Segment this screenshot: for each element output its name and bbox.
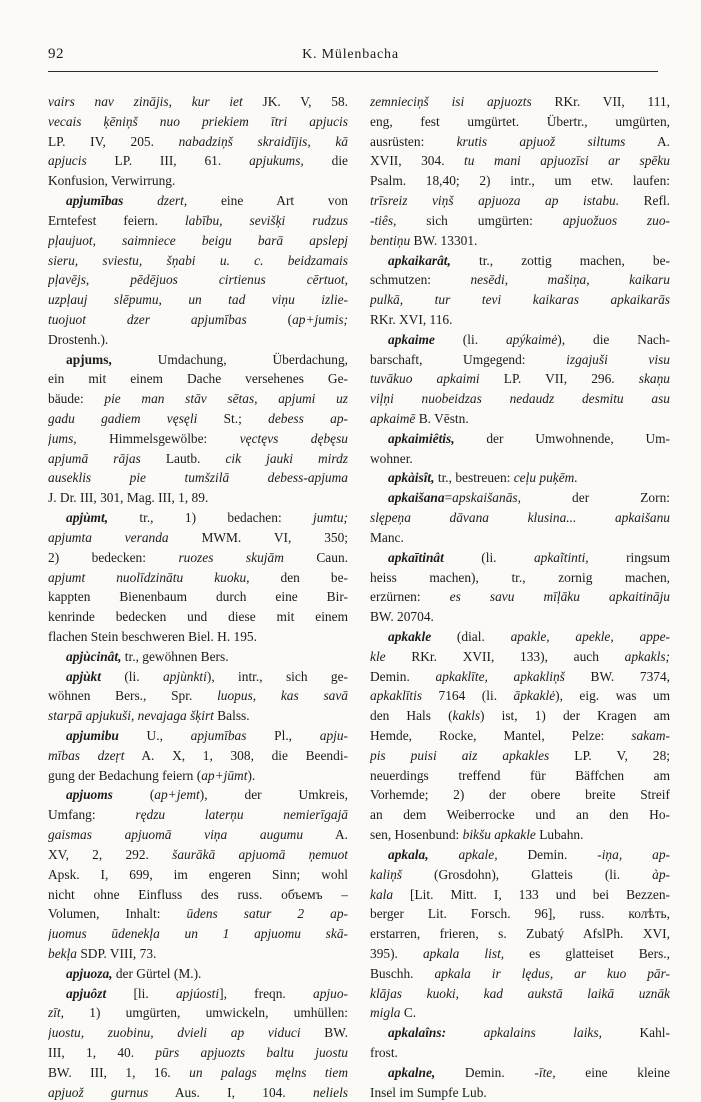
text-line: pis puisi aiz apkakles LP. V, 28; (370, 747, 670, 763)
text-line: apjumības dzert, eine Art von (66, 193, 348, 209)
running-title: K. Mülenbacha (302, 47, 399, 62)
text-line: apkaimē B. Vēstn. (370, 411, 469, 426)
text-line: migla C. (370, 1005, 417, 1021)
text-line: apjumā rājas Lautb. cik jauki mirdz (48, 450, 348, 466)
text-line: III, 1, 40. pūrs apjuozts baltu juostu (48, 1045, 348, 1060)
text-line: LP. IV, 205. nabadziņš skraidījis, kā (48, 133, 348, 149)
text-line: pļaujuot, saimniece beigu barā apslepj (48, 232, 348, 248)
text-line: zemnieciņš isi apjuozts RKr. VII, 111, (370, 94, 670, 109)
text-line: apkakle (dial. apakle, apekle, appe- (388, 628, 670, 644)
text-line: apjuôzt [li. apjúosti], freqn. apjuo- (66, 985, 348, 1001)
text-line: Apsk. I, 699, im engeren Sinn; wohl (48, 866, 348, 882)
text-line: apjumibu U., apjumības Pl., apju- (66, 728, 348, 743)
text-line: eng, fest umgürtet. Übertr., umgürten, (370, 113, 670, 129)
text-line: an dem Weiberrocke und an den Ho- (370, 807, 670, 823)
text-line: juostu, zuobinu, dvieli ap viduci BW. (48, 1025, 348, 1041)
text-line: 2) bedecken: ruozes skujām Caun. (48, 549, 348, 565)
text-line: wöhnen Bers., Spr. luopus, kas savā (48, 688, 348, 704)
text-line: Insel im Sumpfe Lub. (370, 1084, 487, 1100)
text-line: berger Lit. Forsch. 96], russ. колѣть, (370, 906, 670, 922)
text-line: vairs nav zinājis, kur iet JK. V, 58. (48, 94, 348, 109)
text-line: apkalne, Demin. -īte, eine kleine (388, 1064, 670, 1080)
text-line: bentiņu BW. 13301. (370, 232, 478, 248)
text-line: gadu gadiem vęsęli St.; debess ap- (48, 411, 348, 426)
text-line: BW. III, 1, 16. un palags męlns tiem (48, 1064, 348, 1080)
text-line: vecais ķēniņš nuo priekiem ītri apjucis (48, 113, 348, 129)
text-line: den Hals (kakls) ist, 1) der Kragen am (370, 708, 670, 724)
text-line: apkaimiêtis, der Umwohnende, Um- (388, 430, 670, 446)
text-line: kenrinde bedecken und diese mit einem (48, 609, 348, 625)
text-line: apjuož gurnus Aus. I, 104. neliels (48, 1084, 348, 1100)
text-line: apjuoms (ap+jemt), der Umkreis, (66, 787, 348, 803)
text-line: starpā apjukuši, nevajaga šķirt Balss. (48, 708, 250, 724)
text-line: sen, Hosenbund: bikšu apkakle Lubahn. (370, 827, 584, 843)
text-line: XV, 2, 292. šaurākā apjuomā ņemuot (48, 846, 348, 862)
text-line: kle RKr. XVII, 133), auch apkakls; (370, 648, 670, 664)
text-line: apkaišana=apskaišanās, der Zorn: (388, 490, 670, 506)
text-line: Psalm. 18,40; 2) intr., um etw. laufen: (370, 173, 670, 189)
text-line: apjums, Umdachung, Überdachung, (66, 351, 348, 367)
text-line: apjumta veranda MWM. VI, 350; (48, 529, 348, 545)
text-line: apkaklītis 7164 (li. āpkaklė), eig. was um (370, 688, 670, 704)
text-line: BW. 20704. (370, 609, 434, 625)
text-line: erzürnen: es savu mīļāku apkaitināju (370, 589, 670, 605)
text-line: apkaītinât (li. apkaĩtinti, ringsum (388, 549, 670, 565)
text-line: juomus ūdenekļa un 1 apjuomu skā- (48, 926, 348, 942)
text-line: Vorhemde; 2) der obere breite Streif (370, 787, 670, 803)
text-line: erstarren, frieren, s. Zubatý AfslPh. XVI, (370, 926, 670, 942)
text-line: pļavējs, pēdējuos cirtienus cērtuot, (48, 272, 348, 288)
text-line: apjumt nuolīdzinātu kuoku, den be- (48, 569, 348, 585)
text-line: auseklis pie tumšzilā debess-apjuma (48, 470, 348, 486)
text-line: apjucis LP. III, 61. apjukums, die (48, 153, 348, 169)
text-line: Buschh. apkala ir lędus, ar kuo pār- (370, 965, 670, 981)
text-line: apkàisît, tr., bestreuen: ceļu puķēm. (388, 470, 578, 486)
text-line: -tiês, sich umgürten: apjuožuos zuo- (370, 212, 670, 228)
page-number: 92 (48, 46, 64, 62)
text-line: neuerdings treffend für Bäffchen am (370, 767, 670, 783)
text-line: gung der Bedachung feiern (ap+jūmt). (48, 767, 256, 783)
text-line: trīsreiz viņš apjuoza ap istabu. Refl. (370, 193, 670, 209)
text-line: mības dzeŗt A. X, 1, 308, die Beendi- (48, 747, 348, 763)
text-line: apjuoza, der Gürtel (M.). (66, 965, 202, 981)
text-line: apjùkt (li. apjùnkti), intr., sich ge- (66, 668, 348, 684)
text-line: 395). apkala list, es glatteiset Bers., (370, 945, 670, 961)
text-line: bäude: pie man stāv sētas, apjumi uz (48, 391, 348, 407)
text-line: kaliņš (Grosdohn), Glatteis (li. àp- (370, 866, 670, 882)
text-line: ein mit einem Dache versehenes Ge- (48, 371, 348, 387)
text-line: kappten Bienenbaum durch eine Bir- (48, 589, 348, 605)
text-line: ausrüsten: krutis apjuož siltums A. (370, 133, 670, 149)
text-line: Umfang: rędzu laterņu nemierīgajā (48, 807, 348, 823)
text-line: flachen Stein beschweren Biel. H. 195. (48, 628, 257, 644)
text-line: jums, Himmelsgewölbe: vęctęvs dębęsu (48, 430, 348, 446)
text-line: tuojuot dzer apjumības (ap+jumis; (48, 311, 348, 327)
text-line: Hemde, Rocke, Mantel, Pelze: sakam- (370, 728, 670, 743)
text-line: XVII, 304. tu mani apjuozīsi ar spēku (370, 153, 670, 169)
text-line: tuvākuo apkaimi LP. VII, 296. skaņu (370, 371, 670, 387)
text-line: bekļa SDP. VIII, 73. (48, 945, 157, 961)
text-line: klājas kuoki, kad aukstā laikā uznāk (370, 985, 670, 1001)
text-line: barschaft, Umgegend: izgajuši visu (370, 351, 670, 367)
text-line: Demin. apkaklīte, apkakliņš BW. 7374, (370, 668, 670, 684)
text-line: Volumen, Inhalt: ūdens satur 2 ap- (48, 906, 348, 922)
text-line: pulkā, tur tevi kaikaras apkaikarās (370, 292, 670, 308)
text-line: Drostenh.). (48, 331, 109, 347)
header-rule (48, 71, 658, 72)
text-line: frost. (370, 1045, 398, 1060)
text-line: schmutzen: nesēdi, mašiņa, kaikaru (370, 272, 670, 288)
text-line: gaismas apjuomā viņa augumu A. (48, 827, 348, 843)
text-line: apjùmt, tr., 1) bedachen: jumtu; (66, 510, 348, 526)
text-line: wohner. (370, 450, 413, 466)
text-line: apkala, apkale, Demin. -iņa, ap- (388, 846, 670, 862)
text-line: slępeņa dāvana klusina... apkaišanu (370, 510, 670, 526)
text-line: apjùcinât, tr., gewöhnen Bers. (66, 648, 229, 664)
text-line: kala [Lit. Mitt. I, 133 und bei Bezzen- (370, 886, 670, 902)
text-line: apkalaîns: apkalains laiks, Kahl- (388, 1025, 670, 1041)
text-line: nicht ohne Einfluss des russ. объемъ – (48, 886, 348, 902)
text-line: uzpļauj slēpumu, un tad viņu izlie- (48, 292, 348, 308)
text-line: Konfusion, Verwirrung. (48, 173, 176, 189)
left-column (48, 92, 348, 1102)
text-line: apkaime (li. apýkaimė), die Nach- (388, 331, 670, 347)
text-line: heiss machen), tr., zornig machen, (370, 569, 670, 585)
text-line: Manc. (370, 529, 404, 545)
text-line: Erntefest feiern. labību, sevišķi rudzus (48, 212, 348, 228)
right-column (370, 92, 670, 1102)
text-line: J. Dr. III, 301, Mag. III, 1, 89. (48, 490, 209, 506)
text-line: apkaikarât, tr., zottig machen, be- (388, 252, 670, 268)
text-line: viļņi nuobeidzas nedaudz desmitu asu (370, 391, 670, 407)
text-line: zīt, 1) umgürten, umwickeln, umhüllen: (48, 1005, 348, 1021)
text-line: sieru, sviestu, šņabi u. c. beidzamais (48, 252, 348, 268)
text-line: RKr. XVI, 116. (370, 311, 453, 327)
